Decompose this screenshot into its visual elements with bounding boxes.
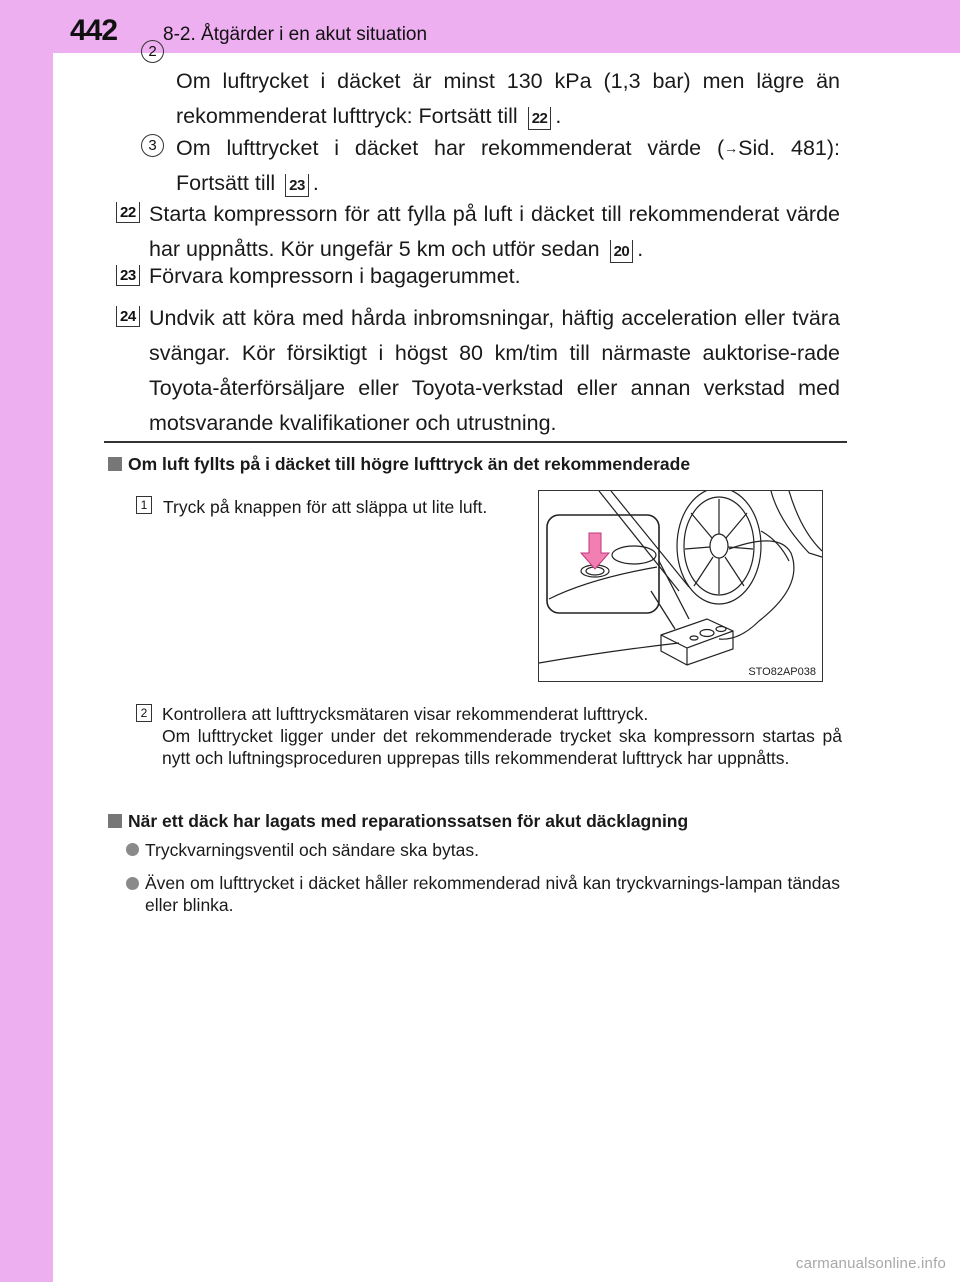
section-title: 8-2. Åtgärder i en akut situation	[163, 24, 428, 45]
section-2-heading-text: När ett däck har lagats med reparationssatsen för akut däcklagning	[128, 811, 689, 831]
step-2-body: Om luftrycket i däcket är minst 130 kPa (1,3 bar) men lägre än rekommenderat lufttryck: Fortsätt till	[176, 69, 840, 128]
page-number: 442	[70, 14, 118, 47]
step-marker-23: 23	[116, 265, 140, 286]
site-watermark: carmanualsonline.info	[795, 1255, 946, 1272]
bullet-item-1: Tryckvarningsventil och sändare ska bytas.	[145, 840, 479, 860]
step-2-ref-box: 22	[528, 107, 552, 130]
step-23-text: Förvara kompressorn i bagagerummet.	[149, 264, 521, 288]
bullet-item-2: Även om lufttrycket i däcket håller rekommenderad nivå kan tryckvarnings-lampan tändas eller blinka.	[145, 873, 840, 915]
substep-2-note: Om lufttrycket ligger under det rekommenderade trycket ska kompressorn startas på nytt och luftningsproceduren upprepas tills rekommenderat lufttryck har uppnåtts.	[162, 726, 842, 768]
bullet-icon	[126, 843, 139, 856]
step-marker-3: 3	[141, 134, 164, 157]
step-3-end: .	[312, 171, 319, 195]
step-24-text: Undvik att köra med hårda inbromsningar, häftig acceleration eller tvära svängar. Kör försiktigt i högst 80 km/tim till närmaste auktorise-rade Toyota-återförsäljare eller Toyota-verkstad eller annan verkstad med motsvarande kvalifikationer och utrustning.	[149, 306, 840, 435]
compressor-illustration	[538, 490, 823, 682]
step-3-text	[176, 131, 840, 201]
substep-marker-1: 1	[136, 496, 152, 514]
arrow-right-icon: →	[724, 140, 739, 156]
step-22-end: .	[637, 237, 644, 261]
step-22-body: Starta kompressorn för att fylla på luft i däcket till rekommenderat värde har uppnåtts. Kör ungefär 5 km och utför sedan	[149, 202, 840, 261]
section-divider	[104, 441, 847, 443]
step-2-text	[176, 64, 840, 134]
compressor-drawing	[539, 491, 822, 681]
step-3-body: Om lufttrycket i däcket har rekommenderat värde (	[176, 136, 725, 160]
side-color-band	[0, 0, 53, 1282]
step-22-ref-box: 20	[610, 240, 634, 263]
step-marker-24: 24	[116, 306, 140, 327]
step-3-ref-box: 23	[285, 174, 309, 197]
section-1-heading-text: Om luft fyllts på i däcket till högre lufttryck än det rekommenderade	[128, 454, 691, 474]
square-bullet-icon	[108, 457, 122, 471]
section-1-heading	[108, 454, 690, 475]
substep-marker-2: 2	[136, 704, 152, 722]
substep-2-text: Kontrollera att lufttrycksmätaren visar rekommenderat lufttryck.	[162, 704, 649, 724]
bullet-icon	[126, 877, 139, 890]
step-3-body-2: Sid. 481): Fortsätt till	[176, 136, 840, 195]
section-2-heading	[108, 811, 688, 832]
step-marker-22: 22	[116, 202, 140, 223]
substep-1-text: Tryck på knappen för att släppa ut lite luft.	[163, 497, 488, 517]
step-2-end: .	[555, 104, 562, 128]
step-marker-2: 2	[141, 40, 164, 63]
square-bullet-icon	[108, 814, 122, 828]
figure-code: STO82AP038	[748, 666, 816, 678]
step-22-text	[149, 197, 840, 267]
